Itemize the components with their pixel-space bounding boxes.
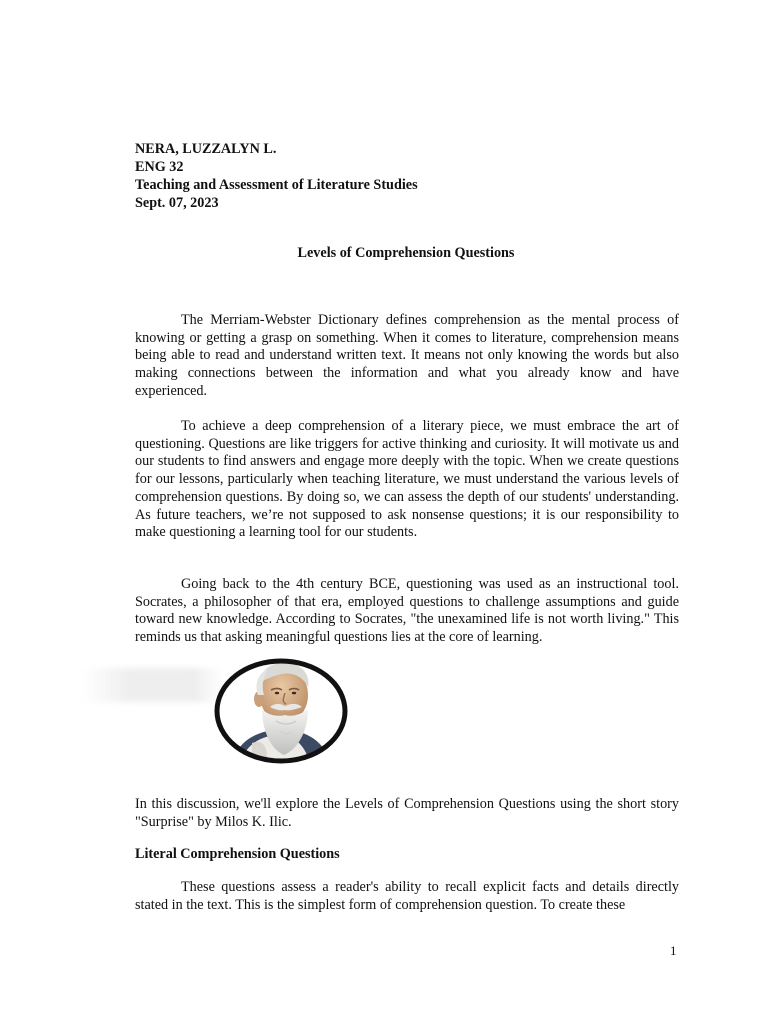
paragraph-questioning: To achieve a deep comprehension of a literary piece, we must embrace the art of questioning. Questions are like triggers for active thinking and curiosity. It will motivate us and our students to find answers and engage more deeply with the topic. When we create questions for our lessons, particularly when teaching literature, we must understand the various levels of comprehension questions. By doing so, we can assess the depth of our students' understanding. As future teachers, we’re not supposed to ask nonsense questions; it is our responsibility to make questioning a learning tool for our students. [135, 418, 679, 541]
socrates-portrait-icon [0, 655, 768, 770]
document-title: Levels of Comprehension Questions [297, 245, 515, 261]
subject-title: Teaching and Assessment of Literature Studies [135, 177, 418, 193]
paragraph-socrates: Going back to the 4th century BCE, questioning was used as an instructional tool. Socrates, a philosopher of that era, employed questions to challenge assumptions and guide toward new knowledge. According to Socrates, "the unexamined life is not worth living." This reminds us that asking meaningful questions lies at the core of learning. [135, 576, 679, 646]
page-number: 1 [670, 943, 677, 958]
document-header [135, 140, 418, 212]
paragraph-literal: These questions assess a reader's ability to recall explicit facts and details directly stated in the text. This is the simplest form of comprehension question. To create these [135, 879, 679, 913]
paragraph-definition: The Merriam-Webster Dictionary defines comprehension as the mental process of knowing or getting a grasp on something. When it comes to literature, comprehension means being able to read and understand written text. It means not only knowing the words but also making connections between the information and what you already know and have experienced. [135, 312, 679, 399]
paragraph-intro: In this discussion, we'll explore the Levels of Comprehension Questions using the short story "Surprise" by Milos K. Ilic. [135, 796, 679, 830]
section-heading: Literal Comprehension Questions [135, 846, 340, 862]
document-date: Sept. 07, 2023 [135, 195, 219, 211]
course-code: ENG 32 [135, 159, 184, 175]
author-name: NERA, LUZZALYN L. [135, 141, 277, 157]
